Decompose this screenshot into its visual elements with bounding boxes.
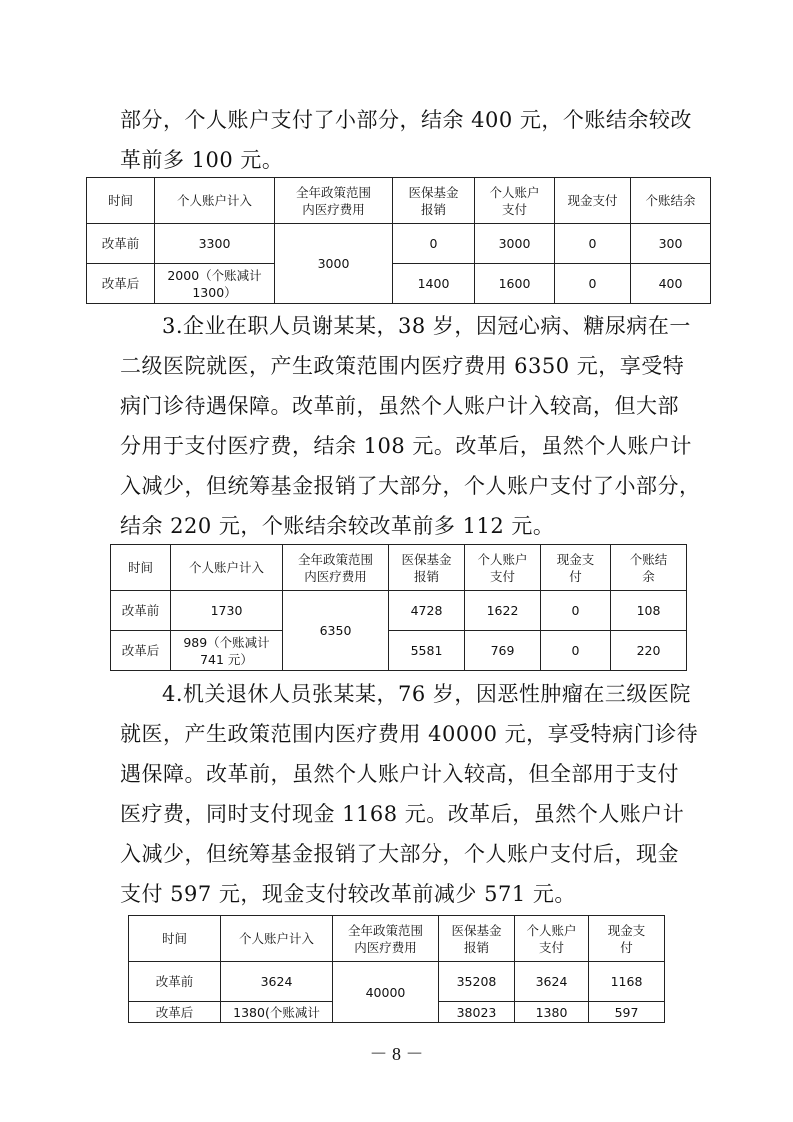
- cell-personal: 1622: [465, 591, 541, 631]
- header-cell: 时间: [87, 178, 155, 224]
- header-cell: 现金支付: [555, 178, 631, 224]
- cell-fund: 1400: [393, 264, 475, 304]
- cell-balance: 300: [631, 224, 711, 264]
- cell-balance: 400: [631, 264, 711, 304]
- text-line: 医疗费，同时支付现金 1168 元。改革后，虽然个人账户计: [120, 802, 685, 826]
- header-cell: 个人账户计入: [221, 916, 333, 962]
- header-cell: 全年政策范围 内医疗费用: [275, 178, 393, 224]
- header-cell: 全年政策范围 内医疗费用: [333, 916, 439, 962]
- cell-fund: 5581: [389, 631, 465, 671]
- table-case2: [86, 177, 711, 304]
- table-header-row: [87, 178, 711, 224]
- cell-cash: 1168: [589, 962, 665, 1002]
- cell-total: 3000: [275, 224, 393, 304]
- header-cell: 个人账户 支付: [465, 545, 541, 591]
- header-cell: 时间: [111, 545, 171, 591]
- text-line: 3.企业在职人员谢某某，38 岁，因冠心病、糖尿病在一: [162, 314, 691, 338]
- cell-time: 改革后: [87, 264, 155, 304]
- text-line: 病门诊待遇保障。改革前，虽然个人账户计入较高，但大部: [120, 394, 679, 418]
- header-cell: 时间: [129, 916, 221, 962]
- table-row: [111, 591, 687, 631]
- cell-personal: 769: [465, 631, 541, 671]
- table-header-row: [129, 916, 665, 962]
- cell-cash: 597: [589, 1002, 665, 1023]
- paragraph-case4: [120, 674, 699, 914]
- cell-cash: 0: [541, 631, 611, 671]
- cell-total: 40000: [333, 962, 439, 1023]
- cell-balance: 220: [611, 631, 687, 671]
- header-cell: 个账结余: [631, 178, 711, 224]
- text-line: 遇保障。改革前，虽然个人账户计入较高，但全部用于支付: [120, 762, 679, 786]
- header-cell: 个人账户计入: [155, 178, 275, 224]
- cell-personal: 1380: [515, 1002, 589, 1023]
- cell-account: 3624: [221, 962, 333, 1002]
- cell-total: 6350: [283, 591, 389, 671]
- table-case3: [110, 544, 687, 671]
- cell-time: 改革后: [129, 1002, 221, 1023]
- text-line: 部分，个人账户支付了小部分，结余 400 元，个账结余较改: [120, 108, 692, 132]
- cell-cash: 0: [555, 224, 631, 264]
- cell-fund: 38023: [439, 1002, 515, 1023]
- cell-personal: 1600: [475, 264, 555, 304]
- header-cell: 个人账户计入: [171, 545, 283, 591]
- table-row: [87, 264, 711, 304]
- table-row: [129, 962, 665, 1002]
- cell-fund: 35208: [439, 962, 515, 1002]
- text-line: 4.机关退休人员张某某，76 岁，因恶性肿瘤在三级医院: [162, 682, 691, 706]
- header-cell: 个账结 余: [611, 545, 687, 591]
- cell-personal: 3624: [515, 962, 589, 1002]
- table-header-row: [111, 545, 687, 591]
- text-line: 入减少，但统筹基金报销了大部分，个人账户支付了小部分，: [120, 474, 701, 498]
- cell-cash: 0: [555, 264, 631, 304]
- header-cell: 现金支 付: [541, 545, 611, 591]
- cell-cash: 0: [541, 591, 611, 631]
- cell-time: 改革前: [87, 224, 155, 264]
- text-line: 分用于支付医疗费，结余 108 元。改革后，虽然个人账户计: [120, 434, 692, 458]
- page-number: － 8 －: [369, 1044, 424, 1064]
- text-line: 就医，产生政策范围内医疗费用 40000 元，享受特病门诊待: [120, 722, 699, 746]
- cell-fund: 0: [393, 224, 475, 264]
- table-case4: [128, 915, 665, 1023]
- text-line: 结余 220 元，个账结余较改革前多 112 元。: [120, 514, 555, 538]
- table-row: [87, 224, 711, 264]
- text-line: 入减少，但统筹基金报销了大部分，个人账户支付后，现金: [120, 842, 679, 866]
- cell-personal: 3000: [475, 224, 555, 264]
- cell-account: 989（个账减计 741 元）: [171, 631, 283, 671]
- header-cell: 现金支 付: [589, 916, 665, 962]
- text-line: 支付 597 元，现金支付较改革前减少 571 元。: [120, 882, 576, 906]
- table-row: [111, 631, 687, 671]
- header-cell: 医保基金 报销: [393, 178, 475, 224]
- header-cell: 个人账户 支付: [475, 178, 555, 224]
- cell-time: 改革前: [129, 962, 221, 1002]
- cell-time: 改革后: [111, 631, 171, 671]
- cell-fund: 4728: [389, 591, 465, 631]
- header-cell: 医保基金 报销: [439, 916, 515, 962]
- text-line: 革前多 100 元。: [120, 148, 284, 172]
- header-cell: 医保基金 报销: [389, 545, 465, 591]
- cell-account: 1730: [171, 591, 283, 631]
- paragraph-case3: [120, 306, 701, 546]
- header-cell: 全年政策范围 内医疗费用: [283, 545, 389, 591]
- paragraph-case2-end: [120, 100, 692, 180]
- text-line: 二级医院就医，产生政策范围内医疗费用 6350 元，享受特: [120, 354, 685, 378]
- cell-account: 2000（个账减计 1300）: [155, 264, 275, 304]
- cell-balance: 108: [611, 591, 687, 631]
- cell-account: 3300: [155, 224, 275, 264]
- cell-account: 1380(个账减计: [221, 1002, 333, 1023]
- header-cell: 个人账户 支付: [515, 916, 589, 962]
- cell-time: 改革前: [111, 591, 171, 631]
